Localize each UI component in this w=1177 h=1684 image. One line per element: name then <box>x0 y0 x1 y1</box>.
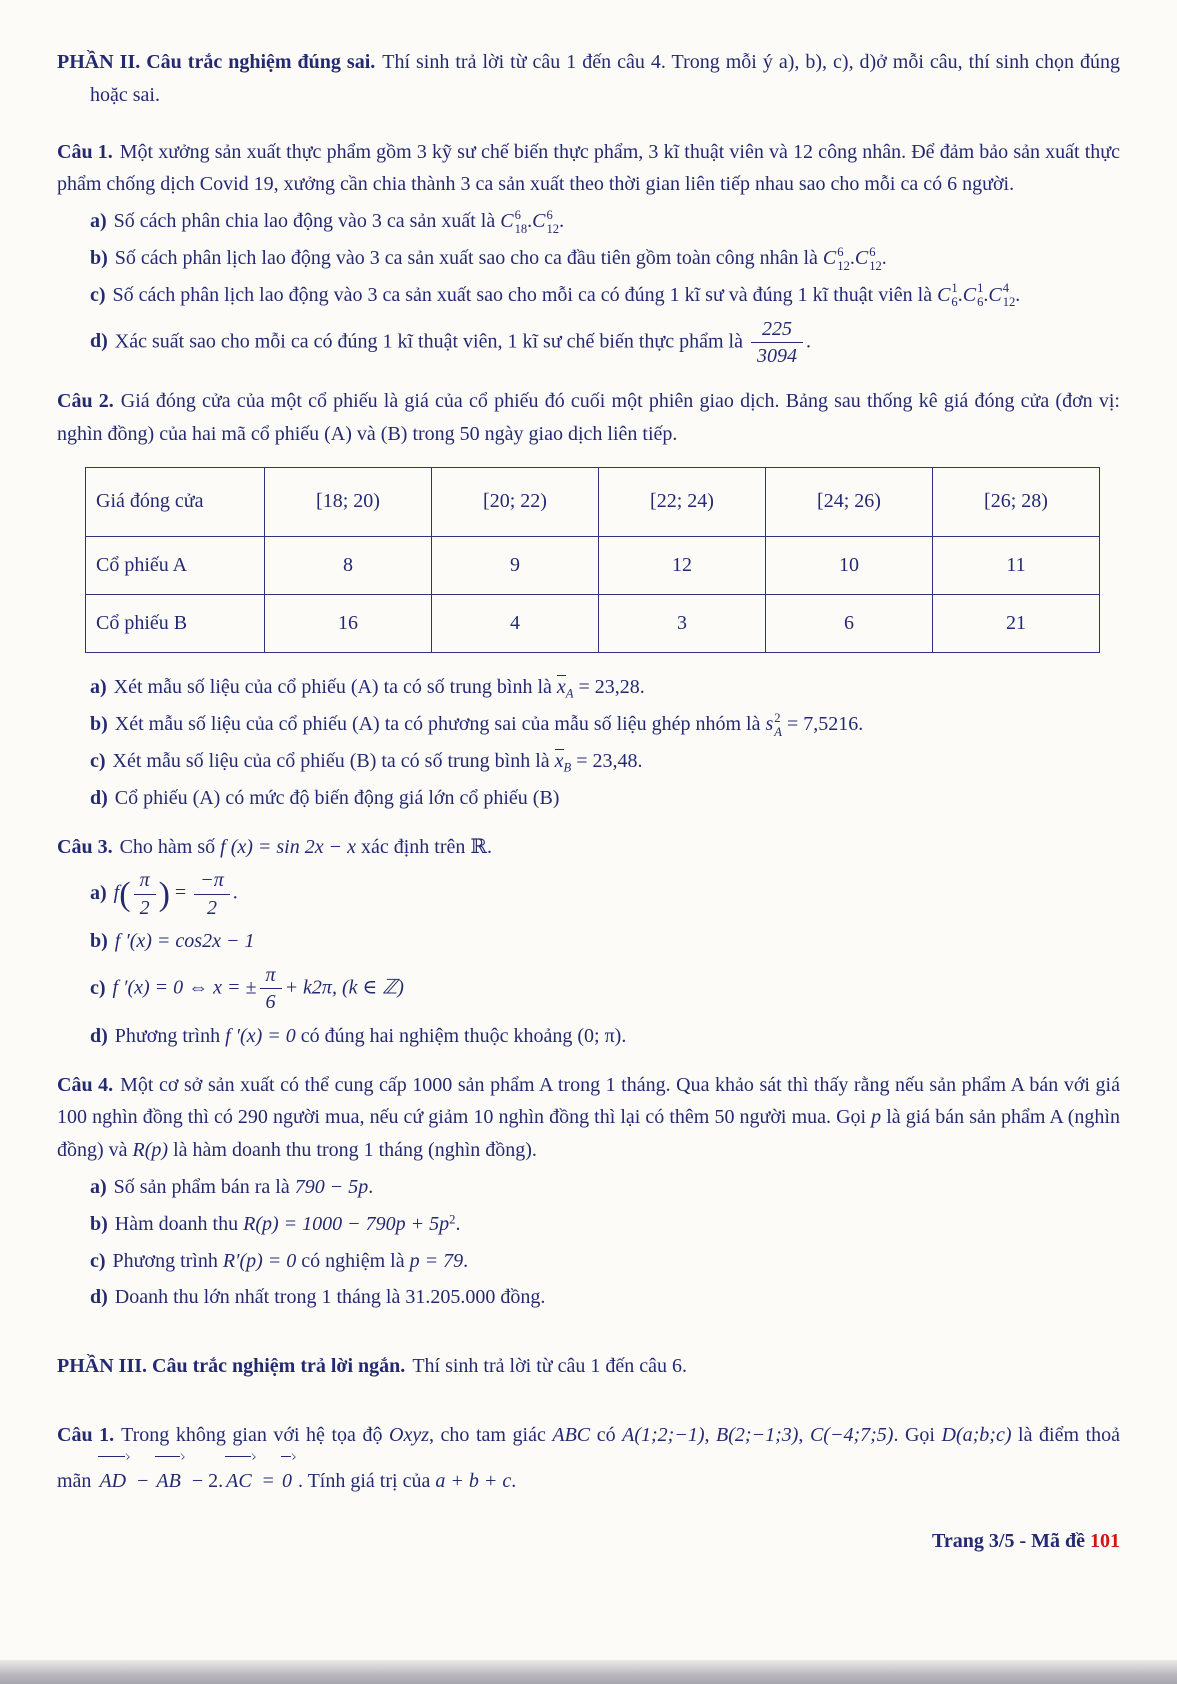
q1d-label: d) <box>90 330 108 353</box>
q4-text-2: là giá bán sản phẩm A (nghìn đồng) và <box>57 1106 1120 1162</box>
period: . <box>559 210 565 233</box>
q2-item-b <box>57 708 1120 741</box>
vector-AB: AB <box>154 1455 185 1501</box>
q1-text: Một xưởng sản xuất thực phẩm gồm 3 kỹ sư chế biến thực phẩm, 3 kĩ thuật viên và 12 công nhân. Để đảm bảo sản xuất thực phẩm chống dịch Covid 19, xưởng cần chia thành 3 ca sản xuất theo thời gian liên tiếp nhau sao cho mỗi ca có 6 người. <box>57 140 1120 196</box>
interval-cell: [20; 22) <box>432 467 599 536</box>
binom-base: C <box>822 246 837 269</box>
q1c-binom-1 <box>937 281 958 310</box>
fraction-numerator: π <box>139 869 150 892</box>
q3d-label: d) <box>90 1024 108 1047</box>
binom-base: C <box>988 283 1002 306</box>
equals-operator: = <box>257 1469 279 1492</box>
stock-a-row <box>86 536 1100 594</box>
q2a-text: Xét mẫu số liệu của cổ phiếu (A) ta có số trung bình là <box>113 675 557 698</box>
period: . <box>1015 283 1021 306</box>
page-number-label: Trang 3/5 - Mã đề <box>932 1529 1090 1552</box>
q3a-fraction-2 <box>194 869 230 919</box>
value-cell: 16 <box>265 594 432 652</box>
exam-code: 101 <box>1090 1529 1120 1552</box>
binom-sub: 12 <box>1002 295 1016 310</box>
q1c-binom-2 <box>962 281 984 310</box>
fraction-denominator: 6 <box>260 988 282 1013</box>
vector-AD: AD <box>97 1455 131 1501</box>
point-C: C(−4;7;5) <box>809 1423 894 1446</box>
dot-separator: . <box>527 210 533 233</box>
period: . <box>297 1469 303 1492</box>
row-label-cell: Cổ phiếu B <box>86 594 265 652</box>
part2-instructions: Thí sinh trả lời từ câu 1 đến câu 4. Trong mỗi ý a), b), c), d)ở mỗi câu, thí sinh chọn đúng hoặc sai. <box>90 51 1120 106</box>
comma-separator: , <box>798 1423 810 1446</box>
period: . <box>455 1212 461 1235</box>
q3-item-a <box>57 867 1120 921</box>
q4b-label: b) <box>90 1212 108 1235</box>
p3q1-text-1: Trong không gian với hệ tọa độ <box>121 1423 390 1446</box>
fraction-denominator: 3094 <box>751 342 803 367</box>
variable-sup: 2 <box>774 710 781 725</box>
q3-item-c <box>57 962 1120 1016</box>
variable-subscript: B <box>563 760 572 775</box>
equals: = <box>169 881 192 904</box>
q4-intro <box>57 1069 1120 1167</box>
interval-cell: [22; 24) <box>599 467 766 536</box>
q1-item-c <box>57 279 1120 312</box>
q3-label: Câu 3. <box>57 835 113 858</box>
binom-supsub <box>869 245 882 273</box>
q1c-text: Số cách phân lịch lao động vào 3 ca sản xuất sao cho mỗi ca có đúng 1 kĩ sư và đúng 1 kĩ thuật viên là <box>112 283 938 306</box>
q2d-label: d) <box>90 786 108 809</box>
q4b-text: Hàm doanh thu <box>114 1212 244 1235</box>
q4-text-1: Một cơ sở sản xuất có thể cung cấp 1000 sản phẩm A trong 1 tháng. Qua khảo sát thì thấy rằng nếu sản phẩm A bán với giá 100 nghìn đồng thì có 290 người mua, nếu cứ giảm 10 nghìn đồng thì lại có thêm 50 người mua. Gọi <box>57 1073 1120 1129</box>
stock-b-row <box>86 594 1100 652</box>
binom-sup: 1 <box>977 281 984 296</box>
q1a-label: a) <box>90 210 107 233</box>
part2-heading <box>57 46 1120 112</box>
vector-AC: AC <box>224 1455 257 1501</box>
sum-expression: a + b + c <box>435 1469 512 1492</box>
triangle-name: ABC <box>552 1423 591 1446</box>
variable-sub: A <box>774 724 782 739</box>
value-cell: 9 <box>432 536 599 594</box>
binom-sup: 4 <box>1002 281 1009 296</box>
fraction-denominator: 2 <box>194 894 230 919</box>
q3d-equation: f ′(x) = 0 <box>225 1024 296 1047</box>
table-corner-cell: Giá đóng cửa <box>86 467 265 536</box>
q2-item-d <box>57 782 1120 815</box>
q1c-binom-3 <box>988 281 1016 310</box>
q3-function-def: f (x) = sin 2x − x <box>220 835 356 858</box>
q1b-binom-1 <box>822 244 850 273</box>
binom-sup: 6 <box>869 244 876 259</box>
q4a-expression: 790 − 5p <box>294 1175 369 1198</box>
q3a-fraction-1 <box>134 869 156 919</box>
binom-base: C <box>854 246 869 269</box>
q4-label: Câu 4. <box>57 1073 114 1096</box>
value-cell: 10 <box>766 536 933 594</box>
q2c-label: c) <box>90 749 106 772</box>
minus-operator: − <box>132 1469 154 1492</box>
value-cell: 3 <box>599 594 766 652</box>
part3-q1 <box>57 1415 1120 1501</box>
q3c-fraction <box>260 964 282 1014</box>
q2b-text: Xét mẫu số liệu của cổ phiếu (A) ta có phương sai của mẫu số liệu ghép nhóm là <box>114 713 766 735</box>
p3q1-text-6: Tính giá trị của <box>302 1469 436 1492</box>
left-paren: ( <box>119 875 131 913</box>
part2-title: PHẦN II. Câu trắc nghiệm đúng sai. <box>57 51 376 73</box>
interval-cell: [18; 20) <box>265 467 432 536</box>
q3c-label: c) <box>90 976 106 999</box>
q4d-label: d) <box>90 1286 108 1309</box>
interval-cell: [26; 28) <box>933 467 1100 536</box>
binom-base: C <box>962 283 977 306</box>
q1a-binom-2 <box>532 207 560 236</box>
part3-heading <box>57 1350 1120 1383</box>
stock-price-table <box>85 467 1100 653</box>
point-D: D(a;b;c) <box>941 1423 1012 1446</box>
value-cell: 11 <box>933 536 1100 594</box>
q4-item-a <box>57 1171 1120 1204</box>
page-footer <box>57 1525 1120 1558</box>
q1d-fraction <box>751 318 803 368</box>
binom-supsub <box>1003 281 1016 309</box>
q4-item-b <box>57 1208 1120 1241</box>
fraction-numerator: −π <box>200 869 224 892</box>
binom-supsub <box>515 208 528 236</box>
q4c-text-pre: Phương trình <box>112 1249 223 1272</box>
period-separator: . <box>893 1423 905 1446</box>
xbar-variable: x <box>556 675 566 698</box>
value-cell: 6 <box>766 594 933 652</box>
q1a-binom-1 <box>500 207 528 236</box>
binom-supsub <box>837 245 850 273</box>
q4-item-c <box>57 1245 1120 1278</box>
q3c-equation-right: + k2π, (k ∈ ℤ) <box>284 976 404 999</box>
binom-sub: 12 <box>837 258 850 273</box>
q3-intro <box>57 831 1120 864</box>
binom-sub: 12 <box>546 221 560 236</box>
q3-text-pre: Cho hàm số <box>119 835 221 858</box>
comma-separator: , <box>704 1423 717 1446</box>
q4c-solution: p = 79 <box>409 1249 464 1272</box>
dot-separator: . <box>849 246 855 269</box>
q1a-text: Số cách phân chia lao động vào 3 ca sản xuất là <box>113 210 501 233</box>
q4a-label: a) <box>90 1175 107 1198</box>
p3q1-label: Câu 1. <box>57 1423 115 1446</box>
period: . <box>805 330 811 353</box>
binom-sub: 6 <box>977 295 984 310</box>
part3-instructions: Thí sinh trả lời từ câu 1 đến câu 6. <box>412 1355 687 1378</box>
q1b-label: b) <box>90 246 108 269</box>
q4-item-d <box>57 1281 1120 1314</box>
q3-text-post: xác định trên ℝ. <box>355 835 493 858</box>
q2-item-a <box>57 671 1120 704</box>
q2b-label: b) <box>90 713 108 735</box>
q4-var-p: p <box>871 1106 882 1129</box>
p3q1-text-4: Gọi <box>904 1423 942 1446</box>
q1-label: Câu 1. <box>57 140 113 163</box>
q2a-label: a) <box>90 675 107 698</box>
q4c-label: c) <box>90 1249 106 1272</box>
binom-base: C <box>500 210 514 233</box>
q1-item-a <box>57 205 1120 238</box>
q2-item-c <box>57 745 1120 778</box>
q1d-text: Xác suất sao cho mỗi ca có đúng 1 kĩ thuật viên, 1 kĩ sư chế biến thực phẩm là <box>114 330 748 353</box>
q3d-text-post: có đúng hai nghiệm thuộc khoảng (0; π). <box>295 1024 627 1047</box>
q1-item-b <box>57 242 1120 275</box>
row-label-cell: Cổ phiếu A <box>86 536 265 594</box>
variable-base: s <box>765 713 774 735</box>
q1c-label: c) <box>90 283 106 306</box>
p3q1-text-3: có <box>590 1423 623 1446</box>
q4-text-3: là hàm doanh thu trong 1 tháng (nghìn đồng). <box>168 1139 537 1162</box>
value-cell: 8 <box>265 536 432 594</box>
binom-sub: 18 <box>514 221 528 236</box>
period: . <box>463 1249 469 1272</box>
q3-item-d <box>57 1020 1120 1053</box>
variable-subscript: A <box>565 686 574 701</box>
q1b-text: Số cách phân lịch lao động vào 3 ca sản xuất sao cho ca đầu tiên gồm toàn công nhân là <box>114 246 823 269</box>
binom-sup: 6 <box>837 244 844 259</box>
fraction-denominator: 2 <box>134 894 156 919</box>
q3a-f: f <box>113 881 120 904</box>
table-header-row <box>86 467 1100 536</box>
q2-label: Câu 2. <box>57 390 114 413</box>
q1-intro <box>57 136 1120 202</box>
period: . <box>881 246 887 269</box>
q2b-value: = 7,5216. <box>781 713 864 735</box>
fraction-numerator: 225 <box>761 317 792 340</box>
q2d-text: Cổ phiếu (A) có mức độ biến động giá lớn cổ phiếu (B) <box>114 786 560 809</box>
q4d-text: Doanh thu lớn nhất trong 1 tháng là 31.205.000 đồng. <box>114 1286 546 1309</box>
dot-separator: . <box>957 283 963 306</box>
binom-base: C <box>937 283 951 306</box>
scan-edge-shadow <box>0 1660 1177 1684</box>
q1b-binom-2 <box>854 244 882 273</box>
q4c-equation: R′(p) = 0 <box>222 1249 297 1272</box>
q2a-value: = 23,28. <box>573 675 645 698</box>
p3q1-text-5: là điểm thoả mãn <box>57 1423 1120 1492</box>
p3q1-text-2: , cho tam giác <box>429 1423 553 1446</box>
part3-title: PHẦN III. Câu trắc nghiệm trả lời ngắn. <box>57 1355 406 1378</box>
q1-item-d <box>57 316 1120 370</box>
zero-vector: 0 <box>280 1455 297 1501</box>
q3c-equation-left: f ′(x) = 0 ⇔ x = ± <box>112 976 257 999</box>
binom-base: C <box>532 210 546 233</box>
value-cell: 4 <box>432 594 599 652</box>
fraction-numerator: π <box>265 964 276 987</box>
q3a-label: a) <box>90 881 107 904</box>
xbar-variable: x <box>554 749 564 772</box>
binom-sup: 6 <box>514 207 521 222</box>
variance-variable <box>765 710 782 739</box>
period: . <box>368 1175 374 1198</box>
q4-var-Rp: R(p) <box>132 1139 169 1162</box>
q3b-derivative: f ′(x) = cos2x − 1 <box>114 930 255 953</box>
value-cell: 21 <box>933 594 1100 652</box>
q2-intro <box>57 385 1120 451</box>
binom-sup: 6 <box>546 207 553 222</box>
binom-sup: 1 <box>951 281 958 296</box>
q3d-text-pre: Phương trình <box>114 1024 226 1047</box>
point-A: A(1;2;−1) <box>622 1423 705 1446</box>
binom-supsub <box>547 208 560 236</box>
value-cell: 12 <box>599 536 766 594</box>
q4a-text: Số sản phẩm bán ra là <box>113 1175 295 1198</box>
q2c-value: = 23,48. <box>571 749 643 772</box>
point-B: B(2;−1;3) <box>716 1423 799 1446</box>
interval-cell: [24; 26) <box>766 467 933 536</box>
period: . <box>232 881 238 904</box>
q2-text: Giá đóng cửa của một cổ phiếu là giá của cổ phiếu đó cuối một phiên giao dịch. Bảng sau thống kê giá đóng cửa (đơn vị: nghìn đồng) của hai mã cổ phiếu (A) và (B) trong 50 ngày giao dịch liên tiếp. <box>57 390 1120 446</box>
variable-supsub <box>774 711 782 739</box>
binom-sub: 6 <box>951 295 958 310</box>
q4c-text-mid: có nghiệm là <box>296 1249 410 1272</box>
right-paren: ) <box>158 875 170 913</box>
minus-two-operator: − 2. <box>186 1469 224 1492</box>
q3b-label: b) <box>90 930 108 953</box>
q2c-text: Xét mẫu số liệu của cổ phiếu (B) ta có số trung bình là <box>112 749 555 772</box>
binom-sub: 12 <box>869 258 882 273</box>
oxyz-system: Oxyz <box>389 1423 429 1446</box>
dot-separator: . <box>983 283 989 306</box>
period: . <box>511 1469 517 1492</box>
q4b-expression: R(p) = 1000 − 790p + 5p <box>243 1212 450 1235</box>
exponent: 2 <box>449 1212 456 1227</box>
q3-item-b <box>57 925 1120 958</box>
